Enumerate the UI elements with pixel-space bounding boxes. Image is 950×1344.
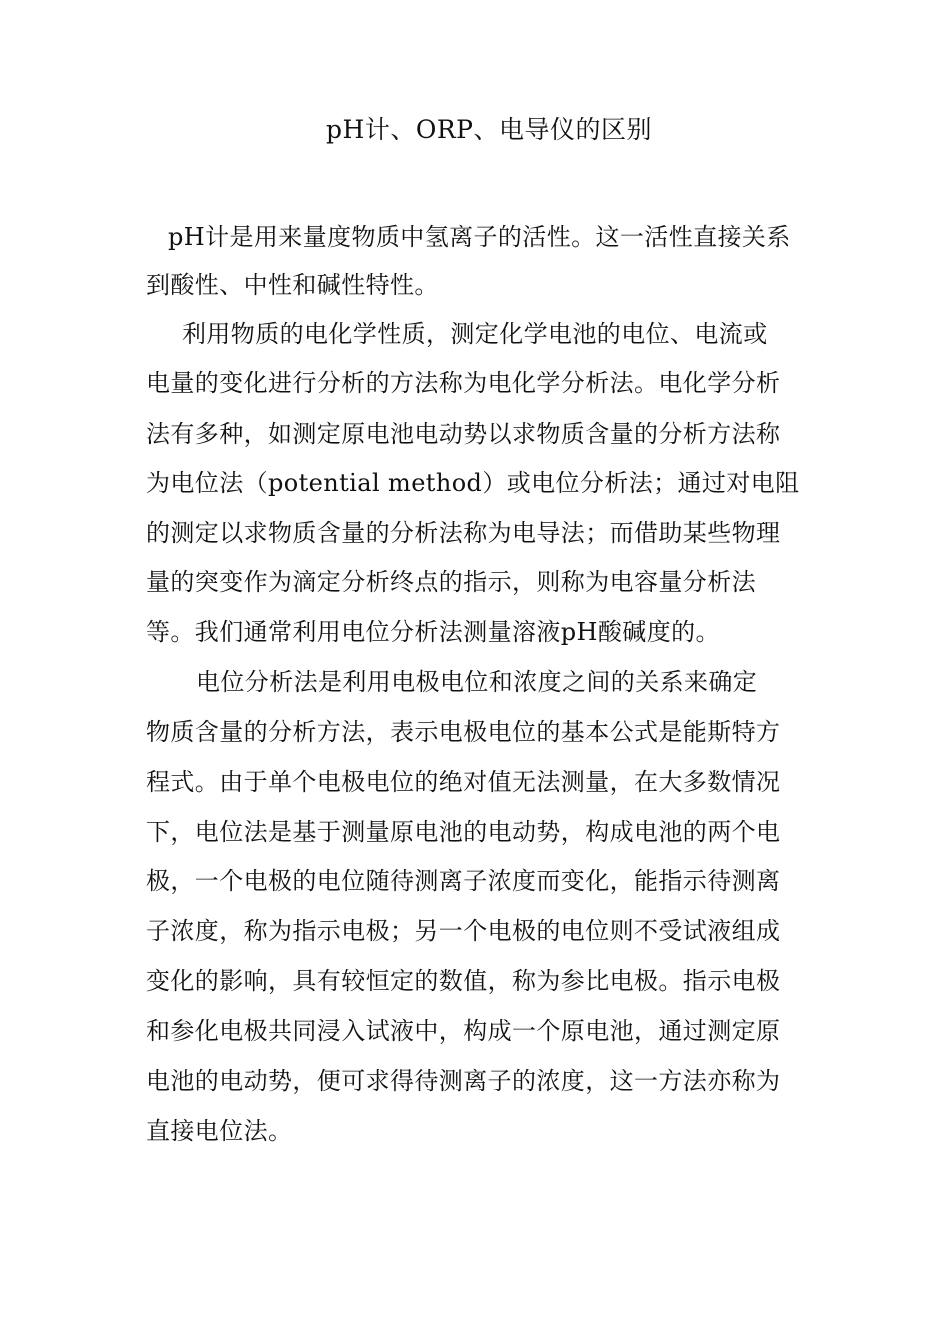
- body-line: 等。我们通常利用电位分析法测量溶液pH酸碱度的。: [146, 618, 720, 646]
- body-line: 法有多种，如测定原电池电动势以求物质含量的分析方法称: [146, 420, 781, 448]
- body-line: 电位分析法是利用电极电位和浓度之间的关系来确定: [196, 668, 758, 696]
- body-line: 和参化电极共同浸入试液中，构成一个原电池，通过测定原: [146, 1017, 781, 1045]
- body-line: 电量的变化进行分析的方法称为电化学分析法。电化学分析: [146, 369, 781, 397]
- body-line: 利用物质的电化学性质，测定化学电池的电位、电流或: [182, 320, 768, 348]
- body-line: 电池的电动势，便可求得待测离子的浓度，这一方法亦称为: [146, 1067, 781, 1095]
- body-line: 程式。由于单个电极电位的绝对值无法测量，在大多数情况: [146, 768, 781, 796]
- body-line: 变化的影响，具有较恒定的数值，称为参比电极。指示电极: [146, 967, 781, 995]
- body-line: 量的突变作为滴定分析终点的指示，则称为电容量分析法: [146, 568, 756, 596]
- body-line: 到酸性、中性和碱性特性。: [146, 271, 439, 299]
- body-line: pH计是用来量度物质中氢离子的活性。这一活性直接关系: [168, 223, 791, 251]
- body-line: 直接电位法。: [146, 1117, 293, 1145]
- page-title: pH计、ORP、电导仪的区别: [326, 115, 652, 144]
- body-line: 下，电位法是基于测量原电池的电动势，构成电池的两个电: [146, 818, 781, 846]
- body-line: 极，一个电极的电位随待测离子浓度而变化，能指示待测离: [146, 867, 781, 895]
- body-line: 子浓度，称为指示电极；另一个电极的电位则不受试液组成: [146, 917, 781, 945]
- body-line: 物质含量的分析方法，表示电极电位的基本公式是能斯特方: [146, 718, 781, 746]
- body-line: 的测定以求物质含量的分析法称为电导法；而借助某些物理: [146, 519, 781, 547]
- body-line: 为电位法（potential method）或电位分析法；通过对电阻: [146, 469, 800, 497]
